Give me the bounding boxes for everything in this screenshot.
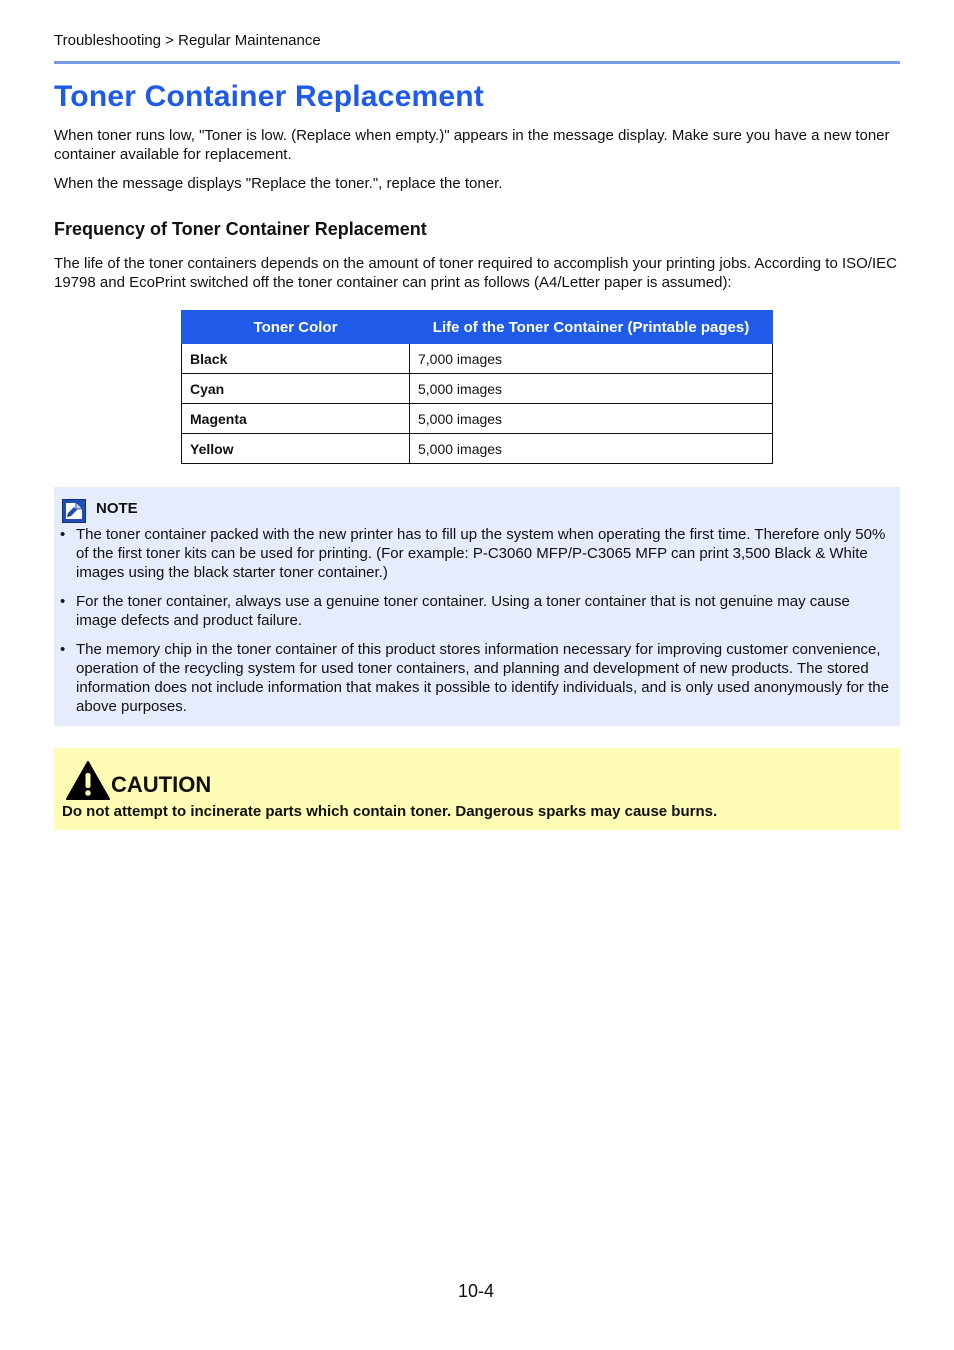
table-cell-life: 5,000 images <box>410 404 773 434</box>
table-row <box>182 374 773 404</box>
list-item: • For the toner container, always use a genuine toner container. Using a toner container that is not genuine may cause image defects and product failure. <box>60 593 850 629</box>
note-box <box>54 487 900 726</box>
table-cell-life: 5,000 images <box>410 434 773 464</box>
note-label: NOTE <box>96 500 138 517</box>
note-item-text: For the toner container, always use a genuine toner container. Using a toner container that is not genuine may cause image defects and product failure. <box>76 593 850 629</box>
caution-label: CAUTION <box>111 772 212 797</box>
note-item-text: The memory chip in the toner container of this product stores information necessary for improving customer convenience, operation of the recycling system for used toner containers, and planning and development of new products. The stored information does not include information that makes it possible to identify individuals, and is only used anonymously for the above purposes. <box>76 641 889 715</box>
header-rule <box>54 61 900 64</box>
table-cell-life: 7,000 images <box>410 344 773 374</box>
table-row <box>182 344 773 374</box>
page-title: Toner Container Replacement <box>54 80 484 113</box>
note-icon <box>62 499 86 523</box>
table-row <box>182 404 773 434</box>
intro-paragraph-1: When toner runs low, "Toner is low. (Replace when empty.)" appears in the message display. Make sure you have a new toner container available for replacement. <box>54 127 890 163</box>
table-header-life: Life of the Toner Container (Printable pages) <box>410 311 773 344</box>
section-heading: Frequency of Toner Container Replacement <box>54 219 427 239</box>
table-cell-color: Cyan <box>182 374 410 404</box>
intro-paragraph-2: When the message displays "Replace the toner.", replace the toner. <box>54 175 503 192</box>
section-body: The life of the toner containers depends on the amount of toner required to accomplish your printing jobs. According to ISO/IEC 19798 and EcoPrint switched off the toner container can print as follows (A4/Letter paper is assumed): <box>54 255 897 291</box>
note-list <box>54 525 900 726</box>
list-item: • The memory chip in the toner container of this product stores information necessary for improving customer convenience, operation of the recycling system for used toner containers, and planning and development of new products. The stored information does not include information that makes it possible to identify individuals, and is only used anonymously for the above purposes. <box>60 641 889 715</box>
table-cell-color: Black <box>182 344 410 374</box>
list-item: • The toner container packed with the new printer has to fill up the system when operating the first time. Therefore only 50% of the first toner kits can be used for printing. (For example: P-C3060 MFP/P-C3065 MFP can print 3,500 Black & White images using the black starter toner container.) <box>60 526 886 581</box>
table-cell-color: Yellow <box>182 434 410 464</box>
note-item-text: The toner container packed with the new printer has to fill up the system when operating the first time. Therefore only 50% of the first toner kits can be used for printing. (For example: P-C3060 MFP/P-C3065 MFP can print 3,500 Black & White images using the black starter toner container.) <box>76 526 886 581</box>
table-cell-life: 5,000 images <box>410 374 773 404</box>
warning-icon <box>65 760 111 802</box>
table-cell-color: Magenta <box>182 404 410 434</box>
page-number: 10-4 <box>458 1281 495 1301</box>
caution-text: Do not attempt to incinerate parts which contain toner. Dangerous sparks may cause burns. <box>62 803 718 820</box>
table-row <box>182 434 773 464</box>
caution-box <box>54 748 900 830</box>
toner-life-table <box>181 310 773 464</box>
table-header-row <box>182 311 773 344</box>
table-header-color: Toner Color <box>182 311 410 344</box>
breadcrumb: Troubleshooting > Regular Maintenance <box>54 32 321 49</box>
